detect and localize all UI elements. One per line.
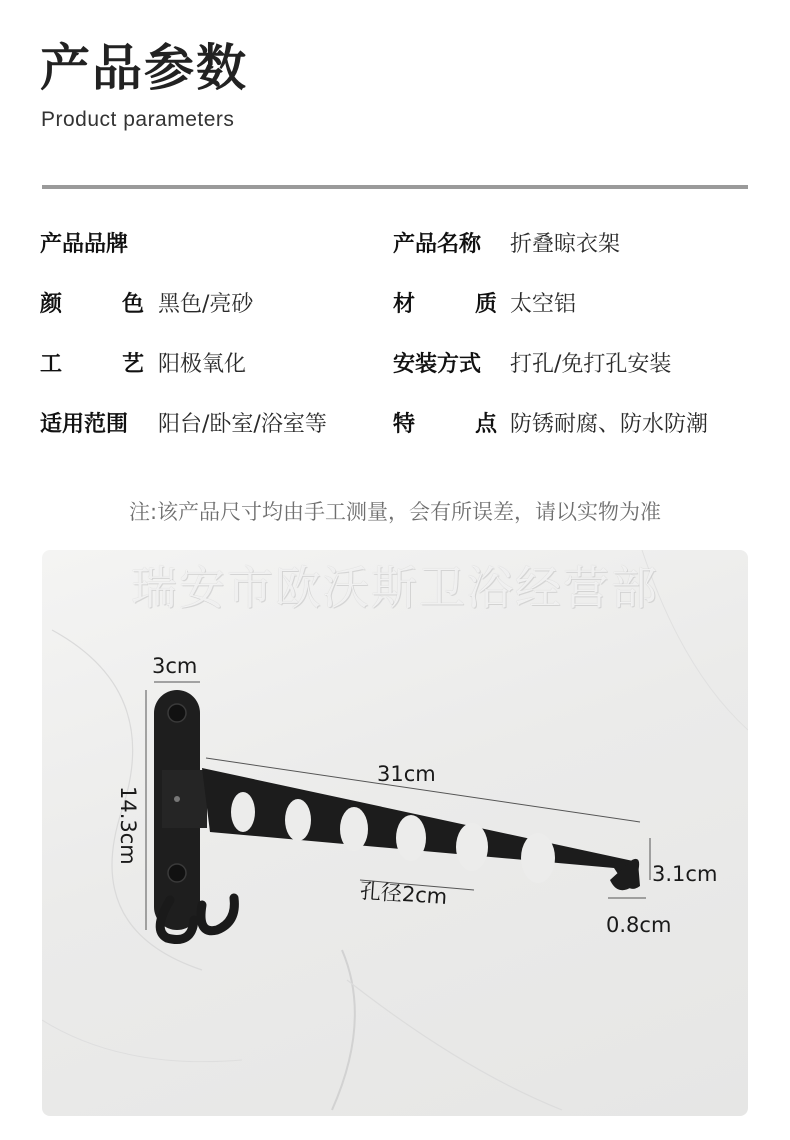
hinge-block [162, 770, 207, 828]
dim-hook-height: 3.1cm [652, 862, 718, 886]
drying-rack-illustration [42, 550, 748, 1116]
dim-hook-thickness: 0.8cm [606, 913, 672, 937]
param-value-installation: 打孔/免打孔安装 [510, 351, 672, 377]
screw-top [168, 704, 186, 722]
param-label-features: 特 点 [393, 411, 497, 437]
param-label-scope: 适用范围 [40, 411, 129, 437]
param-label-installation: 安装方式 [393, 351, 482, 377]
measurement-note: 注:该产品尺寸均由手工测量，会有所误差，请以实物为准 [128, 500, 662, 524]
param-value-color: 黑色/亮砂 [158, 291, 254, 317]
product-image [42, 550, 748, 1116]
param-row [40, 400, 760, 460]
param-label-color: 颜 色 [40, 291, 144, 317]
page-subtitle: Product parameters [41, 108, 235, 131]
plate-hook-right [201, 898, 234, 931]
dim-plate-height: 14.3cm [116, 786, 140, 865]
param-value-material: 太空铝 [510, 291, 577, 317]
page-title: 产品参数 [40, 39, 248, 97]
divider [42, 185, 748, 189]
param-label-product-name: 产品名称 [393, 231, 482, 257]
param-label-material: 材 质 [393, 291, 497, 317]
param-label-process: 工 艺 [40, 351, 144, 377]
param-value-features: 防锈耐腐、防水防潮 [510, 411, 709, 437]
param-value-scope: 阳台/卧室/浴室等 [158, 411, 327, 437]
screw-bottom [168, 864, 186, 882]
param-label-brand: 产品品牌 [40, 231, 129, 257]
param-row [40, 280, 760, 340]
parameter-table [40, 220, 760, 460]
param-value-process: 阳极氧化 [158, 351, 247, 377]
dim-plate-width: 3cm [152, 654, 198, 678]
watermark: 瑞安市欧沃斯卫浴经营部 [131, 561, 659, 615]
dim-hole-diameter: 孔径2cm [359, 878, 449, 910]
param-value-product-name: 折叠晾衣架 [510, 231, 621, 257]
param-row [40, 220, 760, 280]
param-row [40, 340, 760, 400]
dim-arm-length: 31cm [377, 762, 436, 786]
